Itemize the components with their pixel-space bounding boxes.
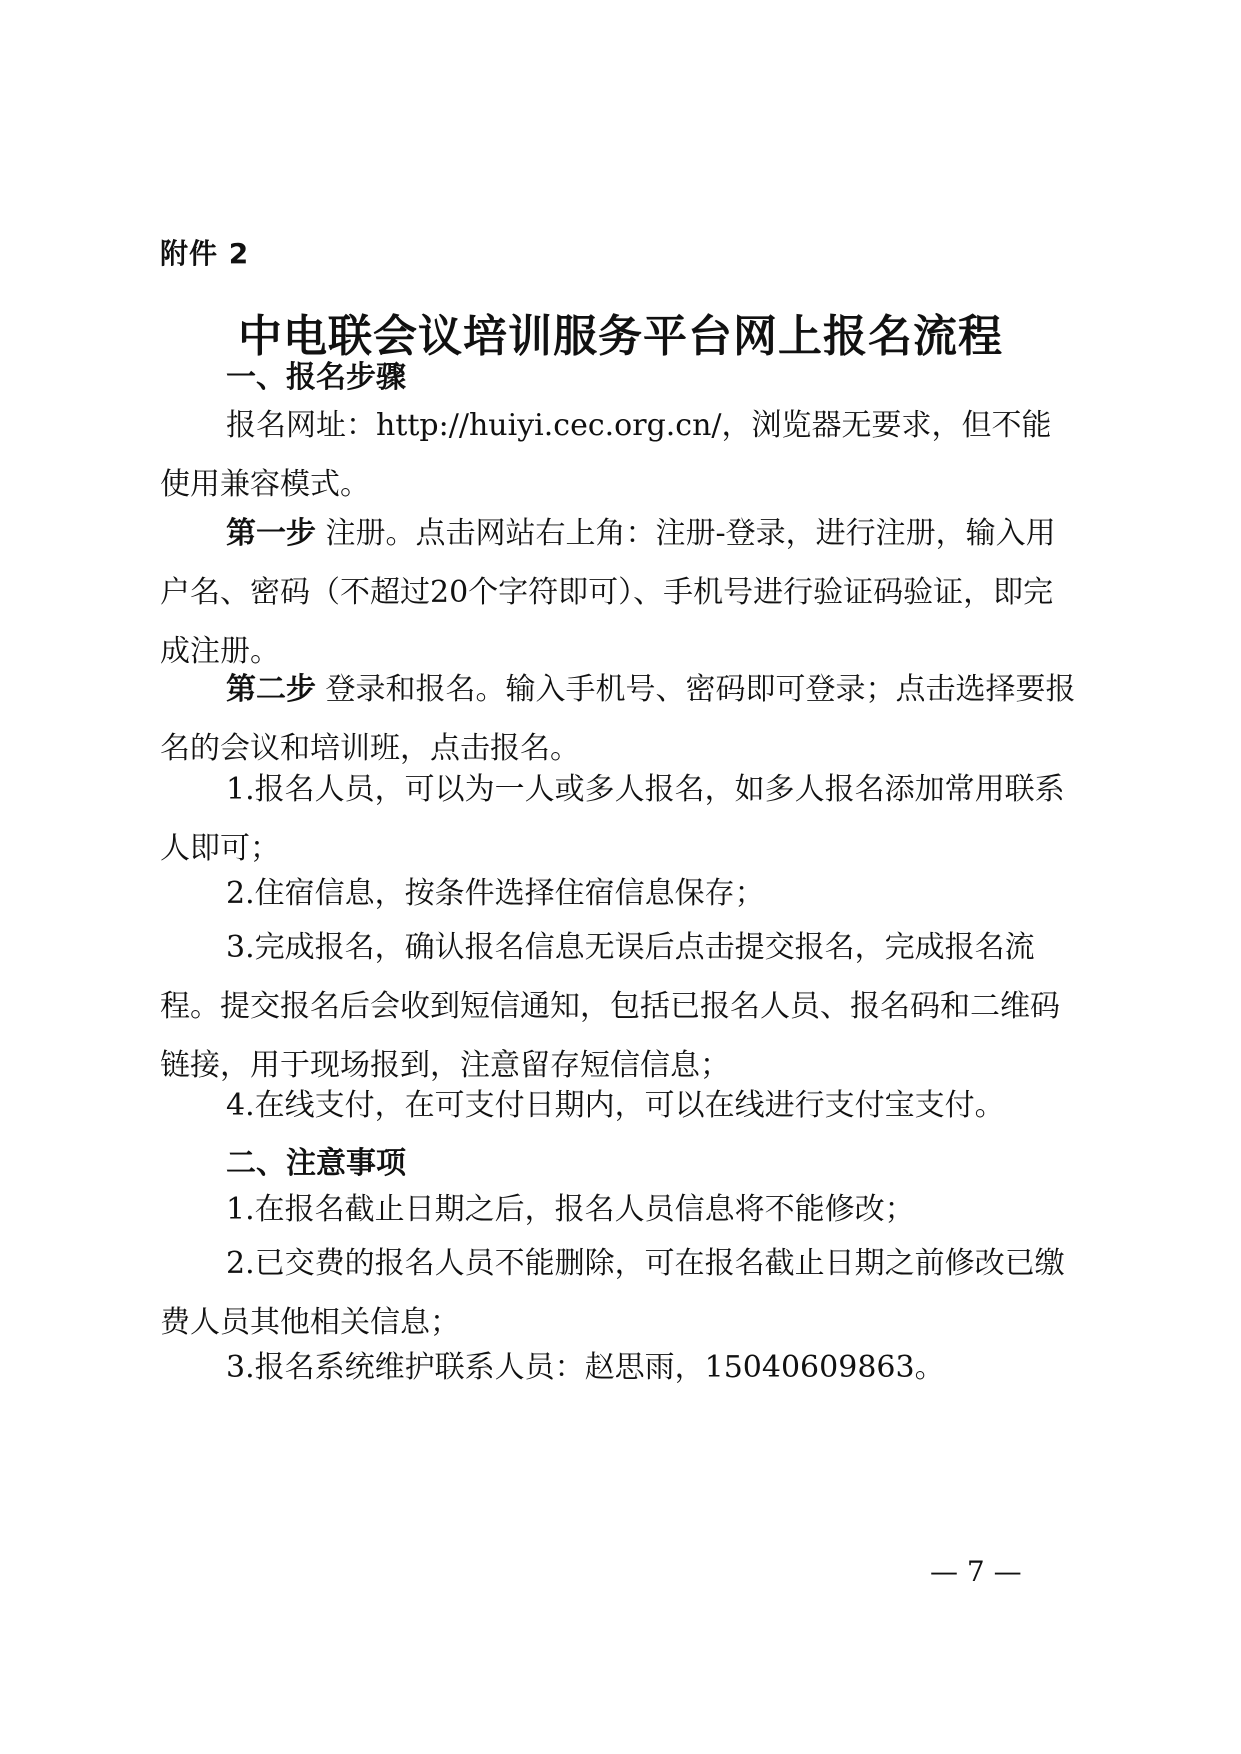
section-heading-steps: 一、报名步骤 xyxy=(226,360,406,395)
note-item-2: 2.已交费的报名人员不能删除，可在报名截止日期之前修改已缴费人员其他相关信息； xyxy=(160,1246,1065,1340)
note-item-1: 1.在报名截止日期之后，报名人员信息将不能修改； xyxy=(226,1192,915,1227)
step-one-paragraph xyxy=(160,504,1080,681)
note-item-3: 3.报名系统维护联系人员：赵思雨，15040609863。 xyxy=(226,1350,945,1385)
step-item-2: 2.住宿信息，按条件选择住宿信息保存； xyxy=(226,876,765,911)
registration-url-paragraph: 报名网址：http://huiyi.cec.org.cn/，浏览器无要求，但不能使用兼容模式。 xyxy=(160,408,1052,502)
step-item-4: 4.在线支付，在可支付日期内，可以在线进行支付宝支付。 xyxy=(226,1088,1005,1123)
step-two-text: 登录和报名。输入手机号、密码即可登录；点击选择要报名的会议和培训班，点击报名。 xyxy=(160,672,1076,766)
step-one-label: 第一步 xyxy=(226,516,316,551)
step-item-1: 1.报名人员，可以为一人或多人报名，如多人报名添加常用联系人即可； xyxy=(160,772,1065,866)
step-one-text: 注册。点击网站右上角：注册-登录，进行注册，输入用户名、密码（不超过20个字符即可）、手机号进行验证码验证，即完成注册。 xyxy=(160,516,1056,669)
step-two-label: 第二步 xyxy=(226,672,316,707)
section-heading-notes: 二、注意事项 xyxy=(226,1146,406,1181)
step-item-3: 3.完成报名，确认报名信息无误后点击提交报名，完成报名流程。提交报名后会收到短信通知，包括已报名人员、报名码和二维码链接，用于现场报到，注意留存短信信息； xyxy=(160,930,1060,1083)
attachment-label: 附件 2 xyxy=(160,237,250,270)
page-number: — 7 — xyxy=(930,1555,1022,1588)
document-title: 中电联会议培训服务平台网上报名流程 xyxy=(238,311,1003,362)
